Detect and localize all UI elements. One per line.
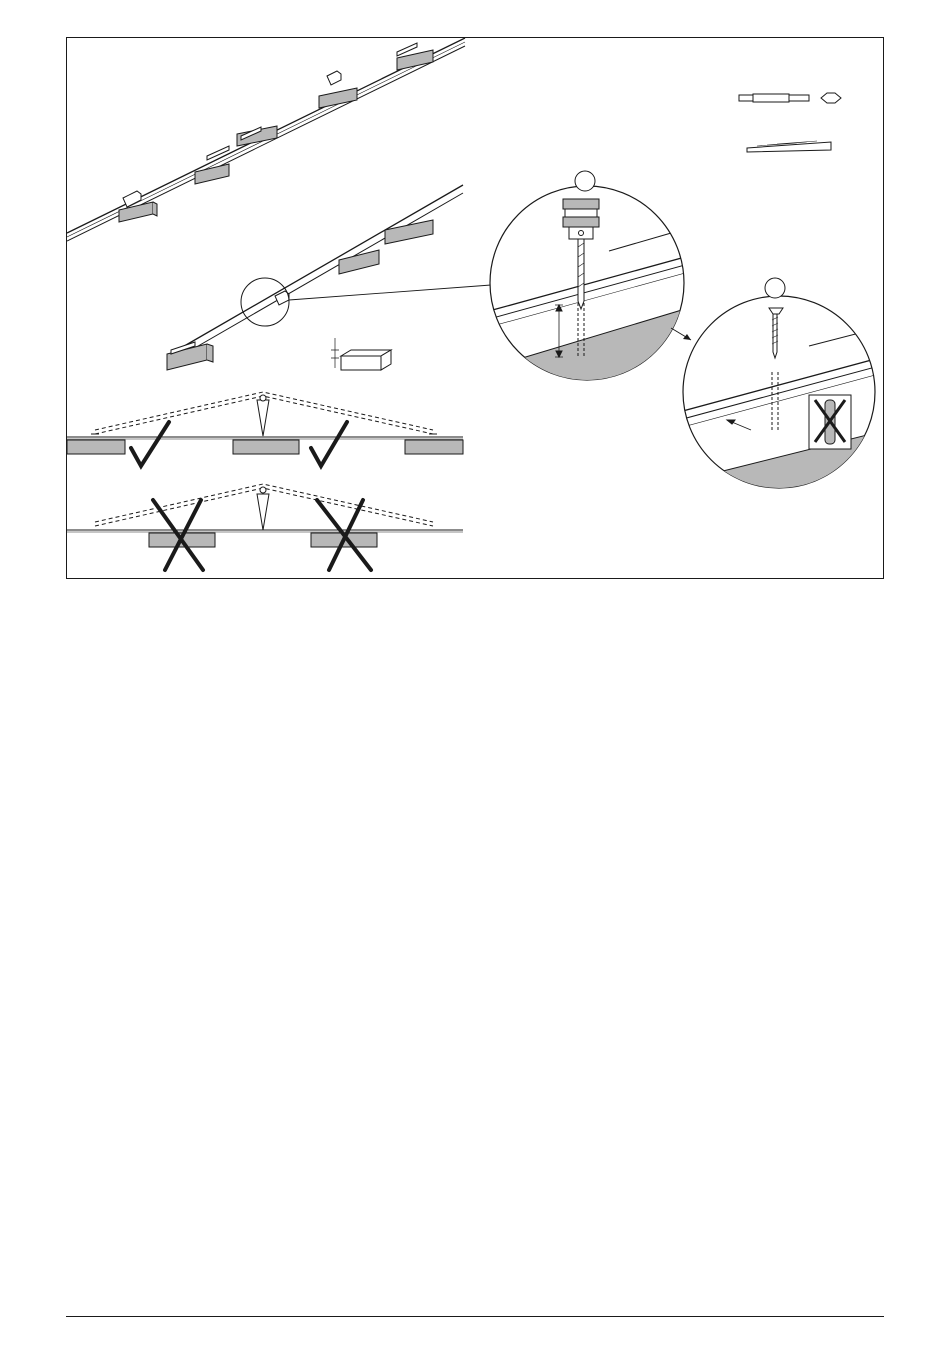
check-mark-icon (131, 422, 169, 466)
upper-rail-assembly (67, 38, 465, 241)
drill-bit-icon (747, 141, 831, 152)
detail-screwing (679, 278, 879, 492)
incorrect-spacing-diagram (67, 484, 463, 570)
step-bubble-2 (765, 278, 785, 298)
hex-bit-driver-icon (739, 93, 841, 103)
detail-drilling (489, 171, 685, 381)
correct-spacing-diagram (67, 392, 463, 466)
step-bubble-1 (575, 171, 595, 191)
footer-rule (66, 1316, 884, 1317)
lower-rail-assembly (167, 185, 491, 370)
no-dowel-icon (809, 395, 851, 449)
instruction-figure (66, 37, 884, 579)
instruction-illustration (67, 38, 885, 580)
